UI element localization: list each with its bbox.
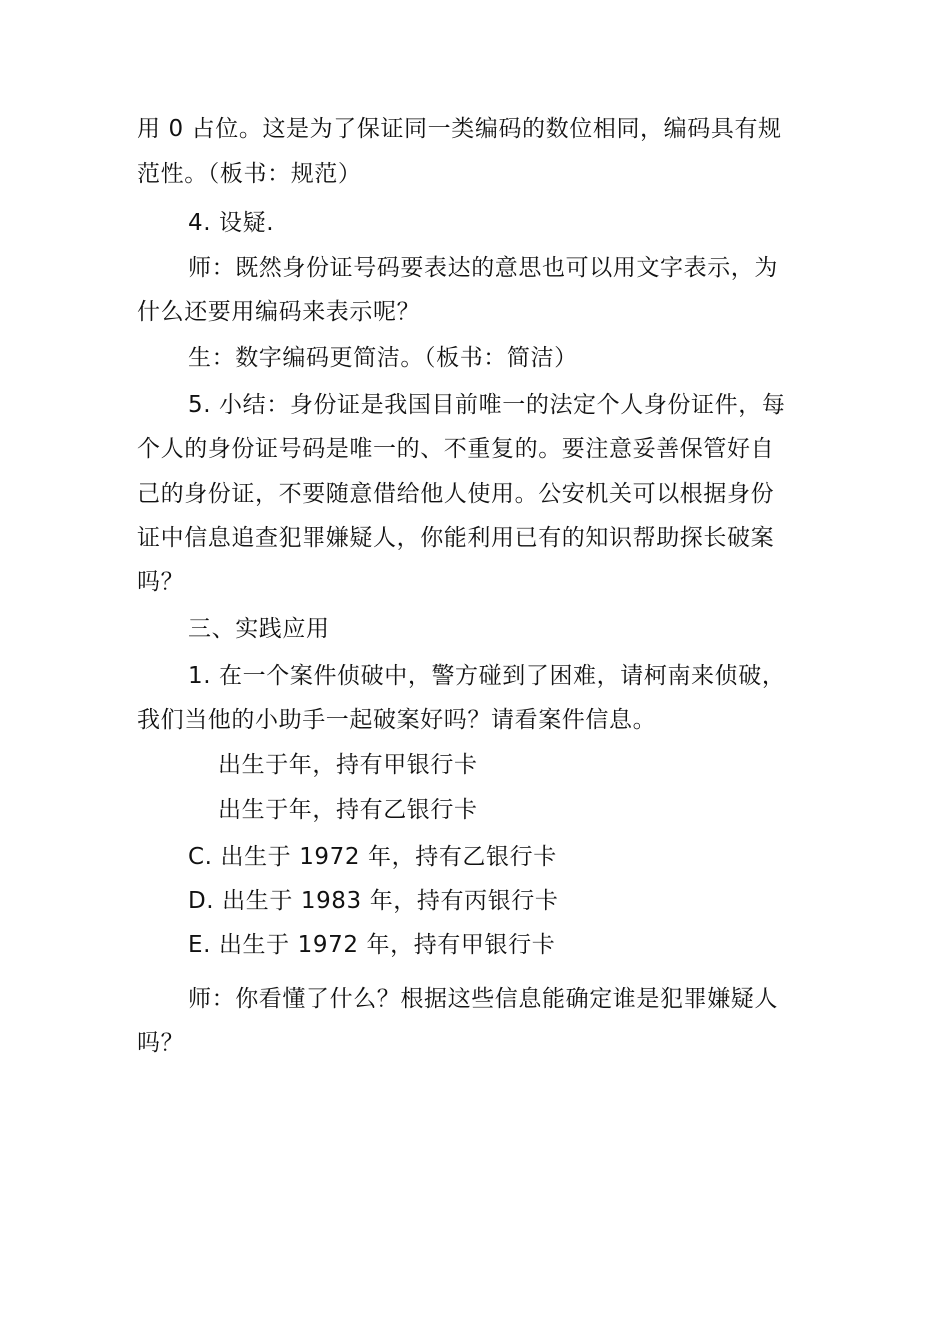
section-heading: 三、实践应用 xyxy=(188,616,330,642)
section-heading: 4. 设疑. xyxy=(188,210,275,236)
paragraph-line: 证中信息追查犯罪嫌疑人，你能利用已有的知识帮助探长破案 xyxy=(137,525,775,551)
paragraph-line: 师：你看懂了什么？根据这些信息能确定谁是犯罪嫌疑人 xyxy=(188,986,778,1012)
case-item: 出生于年，持有乙银行卡 xyxy=(218,797,478,823)
case-item: 出生于年，持有甲银行卡 xyxy=(218,752,478,778)
paragraph-line: 吗？ xyxy=(137,1030,185,1056)
paragraph-line: 个人的身份证号码是唯一的、不重复的。要注意妥善保管好自 xyxy=(137,436,775,462)
paragraph-line: 什么还要用编码来表示呢？ xyxy=(137,299,421,325)
case-item: D. 出生于 1983 年，持有丙银行卡 xyxy=(188,888,559,914)
case-item: C. 出生于 1972 年，持有乙银行卡 xyxy=(188,844,557,870)
paragraph-line: 吗？ xyxy=(137,569,185,595)
paragraph-line: 我们当他的小助手一起破案好吗？请看案件信息。 xyxy=(137,707,657,733)
paragraph-line: 生：数字编码更简洁。（板书：简洁） xyxy=(188,345,578,371)
paragraph-line: 5. 小结：身份证是我国目前唯一的法定个人身份证件，每 xyxy=(188,392,786,418)
paragraph-line: 1. 在一个案件侦破中，警方碰到了困难，请柯南来侦破， xyxy=(188,663,786,689)
paragraph-line: 范性。（板书：规范） xyxy=(137,161,362,187)
paragraph-line: 师：既然身份证号码要表达的意思也可以用文字表示，为 xyxy=(188,255,778,281)
case-item: E. 出生于 1972 年，持有甲银行卡 xyxy=(188,932,556,958)
paragraph-line: 用 0 占位。这是为了保证同一类编码的数位相同，编码具有规 xyxy=(137,116,782,142)
paragraph-line: 己的身份证，不要随意借给他人使用。公安机关可以根据身份 xyxy=(137,481,775,507)
